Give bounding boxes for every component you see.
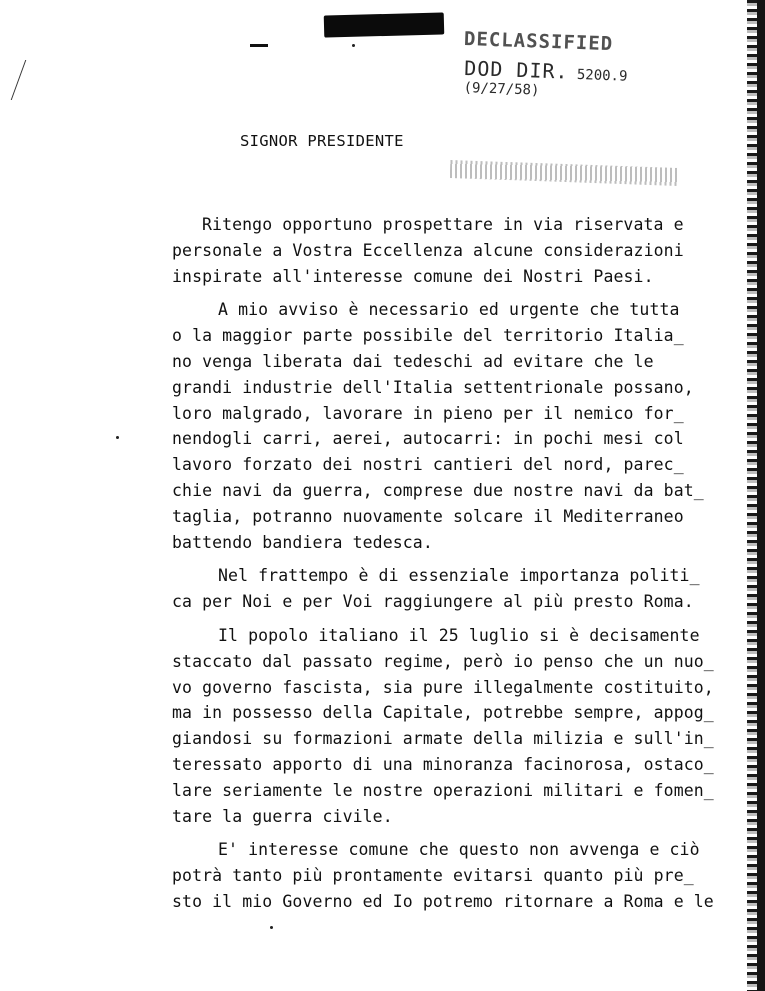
- margin-mark: [0, 60, 26, 100]
- text-line: Ritengo opportuno prospettare in via riservata e: [202, 215, 684, 234]
- paragraph: [172, 297, 702, 555]
- text-line: taglia, potranno nuovamente solcare il Mediterraneo: [172, 506, 684, 526]
- text-line: Nel frattempo è di essenziale importanza politi_: [218, 566, 700, 586]
- text-line: giandosi su formazioni armate della milizia e sull'in_: [172, 729, 714, 749]
- text-line: loro malgrado, lavorare in pieno per il nemico for_: [172, 403, 684, 423]
- ink-dot: [270, 926, 273, 929]
- text-line: E' interesse comune che questo non avvenga e ciò: [218, 840, 700, 860]
- declassification-stamp: [463, 28, 684, 99]
- text-line: A mio avviso è necessario ed urgente che tutta: [218, 300, 680, 320]
- paragraph: [172, 837, 714, 914]
- text-line: potrà tanto più prontamente evitarsi quanto più pre_: [172, 866, 694, 886]
- text-line: lare seriamente le nostre operazioni militari e fomen_: [172, 780, 714, 800]
- dod-prefix: DOD DIR.: [463, 56, 569, 84]
- text-line: personale a Vostra Eccellenza alcune considerazioni: [172, 240, 684, 260]
- scan-edge: [747, 0, 765, 991]
- text-line: chie navi da guerra, comprese due nostre navi da bat_: [172, 480, 704, 500]
- text-line: no venga liberata dai tedeschi ad evitare che le: [172, 351, 654, 371]
- text-line: o la maggior parte possibile del territorio Italia_: [172, 326, 684, 346]
- text-line: sto il mio Governo ed Io potremo ritornare a Roma e le: [172, 891, 714, 911]
- text-line: ca per Noi e per Voi raggiungere al più presto Roma.: [172, 592, 694, 612]
- salutation: SIGNOR PRESIDENTE: [240, 132, 404, 150]
- letter-body: [172, 212, 714, 915]
- paragraph: [172, 623, 714, 829]
- text-line: teressato apporto di una minoranza facinorosa, ostaco_: [172, 754, 714, 774]
- ink-dot: [116, 436, 119, 439]
- paragraph: [172, 563, 702, 615]
- smudge-mark: [450, 160, 678, 186]
- text-line: nendogli carri, aerei, autocarri: in pochi mesi col: [172, 429, 684, 449]
- dod-number: 5200.9 (9/27/58): [463, 66, 628, 99]
- text-line: staccato dal passato regime, però io penso che un nuo_: [172, 651, 714, 671]
- text-line: ma in possesso della Capitale, potrebbe sempre, appog_: [172, 703, 714, 723]
- declassified-text: DECLASSIFIED: [463, 28, 614, 56]
- text-line: battendo bandiera tedesca.: [172, 532, 433, 552]
- dod-directive: [463, 56, 684, 104]
- text-line: Il popolo italiano il 25 luglio si è decisamente: [218, 625, 700, 645]
- ink-dash: [250, 44, 268, 47]
- text-line: tare la guerra civile.: [172, 806, 393, 826]
- text-line: grandi industrie dell'Italia settentrionale possano,: [172, 377, 694, 397]
- redaction-bar: [324, 12, 445, 37]
- paragraph: [172, 212, 702, 289]
- ink-dot: [352, 44, 355, 47]
- text-line: vo governo fascista, sia pure illegalmente costituito,: [172, 677, 714, 697]
- text-line: lavoro forzato dei nostri cantieri del nord, parec_: [172, 455, 684, 475]
- text-line: inspirate all'interesse comune dei Nostri Paesi.: [172, 266, 654, 286]
